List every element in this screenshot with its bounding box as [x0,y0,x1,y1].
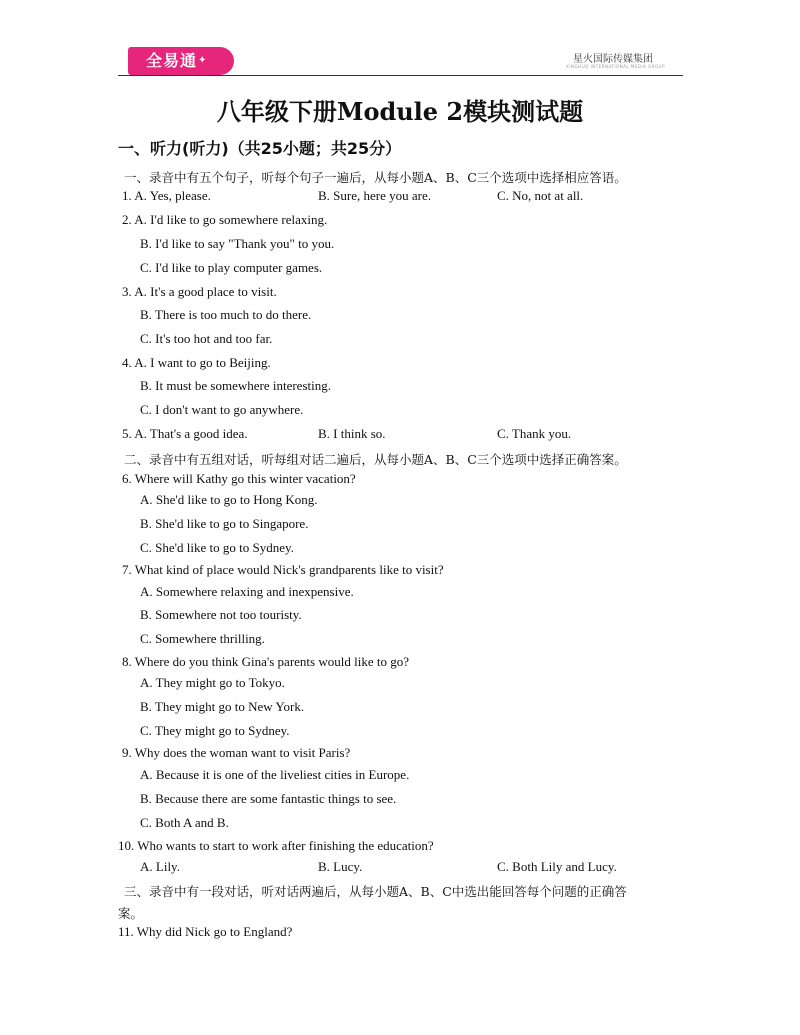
q7-option-a: A. Somewhere relaxing and inexpensive. [140,584,354,599]
q6-option-c: C. She'd like to go to Sydney. [140,540,294,555]
q6-option-b: B. She'd like to go to Singapore. [140,516,309,531]
q9-option-c: C. Both A and B. [140,815,229,830]
brand-subtitle: XINGHUO INTERNATIONAL MEDIA GROUP [566,64,665,69]
q6-option-a: A. She'd like to go to Hong Kong. [140,492,318,507]
section-title: 一、听力(听力)（共25小题；共25分） [118,139,402,158]
q10-option-a: A. Lily. [140,859,180,874]
q1-option-c: C. No, not at all. [497,188,584,203]
part1-instruction: 一、录音中有五个句子，听每个句子一遍后，从每小题A、B、C三个选项中选择相应答语。 [124,170,627,185]
q9-option-a: A. Because it is one of the liveliest cities in Europe. [140,767,410,782]
q11-question: 11. Why did Nick go to England? [118,924,293,939]
q9-option-b: B. Because there are some fantastic things to see. [140,791,397,806]
q3-option-c: C. It's too hot and too far. [140,331,273,346]
q7-option-c: C. Somewhere thrilling. [140,631,265,646]
part3-instruction: 三、录音中有一段对话，听对话两遍后，从每小题A、B、C中选出能回答每个问题的正确答 [124,884,627,899]
part2-instruction: 二、录音中有五组对话，听每组对话二遍后，从每小题A、B、C三个选项中选择正确答案。 [124,452,627,467]
logo-text: 全易通 [146,51,198,70]
q10-option-b: B. Lucy. [318,859,363,874]
page-header [118,44,683,78]
header-rule [118,75,683,76]
q5-option-c: C. Thank you. [497,426,572,441]
q9-question: 9. Why does the woman want to visit Paris? [122,745,351,760]
q1-option-b: B. Sure, here you are. [318,188,431,203]
page-title: 八年级下册Module 2模块测试题 [216,97,584,126]
q2-option-b: B. I'd like to say "Thank you" to you. [140,236,335,251]
q10-question: 10. Who wants to start to work after finishing the education? [118,838,434,853]
q8-option-c: C. They might go to Sydney. [140,723,290,738]
q7-option-b: B. Somewhere not too touristy. [140,607,302,622]
q4-option-c: C. I don't want to go anywhere. [140,402,304,417]
q5-option-b: B. I think so. [318,426,386,441]
q10-option-c: C. Both Lily and Lucy. [497,859,617,874]
q1-option-a: 1. A. Yes, please. [122,188,211,203]
publisher-logo [128,47,234,75]
q3-option-b: B. There is too much to do there. [140,307,312,322]
part3-instruction-cont: 案。 [118,906,144,921]
q4-option-b: B. It must be somewhere interesting. [140,378,331,393]
q4-option-a: 4. A. I want to go to Beijing. [122,355,271,370]
q2-option-a: 2. A. I'd like to go somewhere relaxing. [122,212,328,227]
q2-option-c: C. I'd like to play computer games. [140,260,323,275]
q5-option-a: 5. A. That's a good idea. [122,426,248,441]
q8-question: 8. Where do you think Gina's parents would like to go? [122,654,409,669]
logo-star-icon: ✦ [198,55,208,66]
q8-option-b: B. They might go to New York. [140,699,305,714]
q3-option-a: 3. A. It's a good place to visit. [122,284,277,299]
q8-option-a: A. They might go to Tokyo. [140,675,285,690]
brand-name: 星火国际传媒集团 [573,54,653,65]
q7-question: 7. What kind of place would Nick's grandparents like to visit? [122,562,444,577]
q6-question: 6. Where will Kathy go this winter vacation? [122,471,356,486]
